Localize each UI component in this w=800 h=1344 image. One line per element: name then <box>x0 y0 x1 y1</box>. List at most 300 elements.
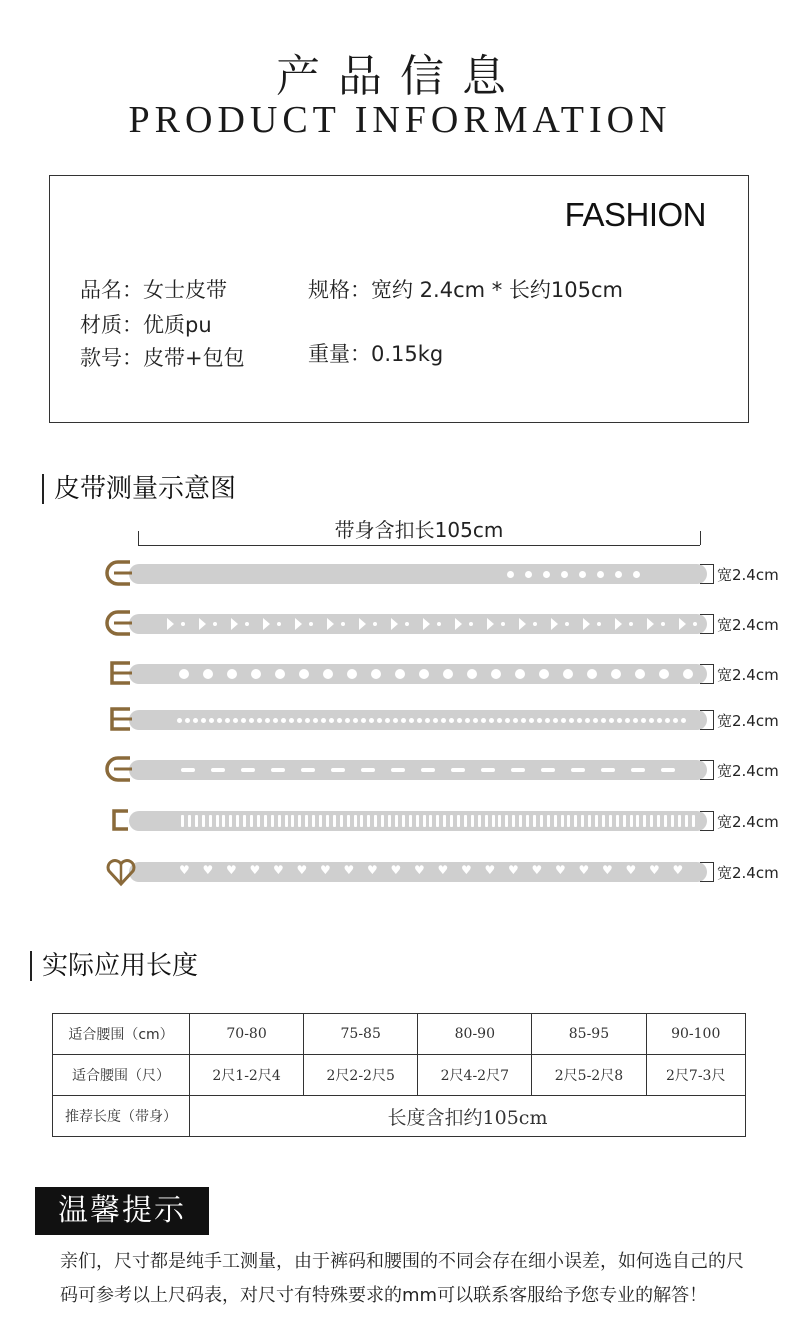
belt-hole <box>679 618 686 630</box>
fashion-label: FASHION <box>564 196 706 233</box>
belt-hole <box>203 669 213 679</box>
belt-hole <box>271 815 274 827</box>
belt-hole: ♥ <box>202 863 214 877</box>
belt-hole: ♥ <box>437 863 449 877</box>
belt-hole <box>367 815 370 827</box>
belt-6 <box>0 803 800 839</box>
belt-hole <box>541 768 555 772</box>
buckle-icon <box>104 753 138 791</box>
belt-hole <box>636 815 639 827</box>
belt-hole <box>298 815 301 827</box>
belt-hole <box>423 618 430 630</box>
belt-hole <box>583 618 590 630</box>
belt-hole <box>385 718 390 723</box>
belt-width-label: 宽2.4cm <box>717 813 779 831</box>
belt-hole <box>353 718 358 723</box>
belt-hole <box>416 815 419 827</box>
belt-hole <box>327 618 334 630</box>
belt-hole <box>567 815 570 827</box>
belt-hole: ♥ <box>179 863 190 877</box>
belt-hole <box>323 669 333 679</box>
belt-hole <box>216 815 219 827</box>
belt-hole <box>469 622 473 626</box>
belt-hole <box>547 815 550 827</box>
belt-hole <box>251 669 261 679</box>
belt-hole <box>393 718 398 723</box>
belt-hole: ♥ <box>625 863 637 877</box>
table-row <box>53 1014 746 1055</box>
belt-hole <box>659 669 669 679</box>
belt-hole <box>615 618 622 630</box>
belt-hole <box>273 718 278 723</box>
belt-hole <box>377 718 382 723</box>
belt-hole <box>309 622 313 626</box>
belt-hole <box>312 815 315 827</box>
belt-hole <box>213 622 217 626</box>
belt-hole <box>623 815 626 827</box>
belt-hole <box>635 669 645 679</box>
belt-hole <box>487 618 494 630</box>
belt-hole <box>181 815 184 827</box>
belt-hole <box>641 718 646 723</box>
belt-hole: ♥ <box>343 863 355 877</box>
belt-hole: ♥ <box>296 863 308 877</box>
belt-7 <box>0 854 800 890</box>
belt-hole <box>167 618 174 630</box>
belt-hole <box>361 768 375 772</box>
belt-hole <box>661 622 665 626</box>
belt-hole <box>512 815 515 827</box>
belt-hole <box>561 571 568 578</box>
belt-hole <box>615 571 622 578</box>
product-material: 材质：优质pu <box>80 313 212 337</box>
belt-hole <box>554 815 557 827</box>
belt-hole <box>257 718 262 723</box>
table-cell: 75-85 <box>304 1014 418 1055</box>
page-title-chinese: 产品信息 <box>276 51 524 102</box>
belt-hole <box>449 718 454 723</box>
belt-hole <box>481 718 486 723</box>
belt-5 <box>0 752 800 788</box>
belt-hole <box>489 718 494 723</box>
belt-hole <box>381 815 384 827</box>
belt-hole <box>657 718 662 723</box>
belt-hole <box>227 669 237 679</box>
belt-hole <box>569 718 574 723</box>
belt-strap <box>129 564 707 584</box>
belt-hole <box>647 618 654 630</box>
belt-hole <box>630 815 633 827</box>
belt-hole <box>609 718 614 723</box>
belt-hole <box>409 718 414 723</box>
belt-hole <box>202 815 205 827</box>
belt-hole: ♥ <box>414 863 425 877</box>
belt-hole <box>661 768 675 772</box>
belt-hole <box>354 815 357 827</box>
belt-hole <box>585 718 590 723</box>
belt-hole <box>181 622 185 626</box>
belt-hole <box>391 768 405 772</box>
buckle-icon <box>104 657 138 695</box>
product-style: 款号：皮带+包包 <box>80 346 245 370</box>
belt-hole <box>360 815 363 827</box>
belt-hole <box>457 815 460 827</box>
belt-hole <box>425 718 430 723</box>
belt-hole <box>561 718 566 723</box>
product-spec: 规格：宽约 2.4cm * 长约105cm <box>308 278 624 302</box>
belt-hole: ♥ <box>555 863 566 877</box>
belt-hole: ♥ <box>602 863 613 877</box>
belt-strap <box>129 811 707 831</box>
belt-hole <box>277 622 281 626</box>
belt-hole <box>478 815 481 827</box>
belt-3 <box>0 656 800 692</box>
belt-hole <box>665 718 670 723</box>
width-bracket <box>700 564 714 584</box>
belt-hole <box>337 718 342 723</box>
belt-hole <box>633 718 638 723</box>
width-bracket <box>700 862 714 882</box>
table-cell: 2尺2-2尺5 <box>304 1055 418 1096</box>
belt-hole <box>275 669 285 679</box>
row-label-length: 推荐长度（带身） <box>53 1096 190 1137</box>
belt-hole <box>551 618 558 630</box>
belt-hole <box>685 815 688 827</box>
belt-hole <box>681 718 686 723</box>
belt-hole <box>464 815 467 827</box>
belt-hole <box>678 815 681 827</box>
belt-hole <box>451 768 465 772</box>
belt-hole <box>563 669 573 679</box>
belt-hole <box>281 718 286 723</box>
belt-hole <box>515 669 525 679</box>
belt-hole <box>519 618 526 630</box>
belt-hole <box>278 815 281 827</box>
belt-hole <box>617 718 622 723</box>
length-dimension-line <box>138 545 700 546</box>
belt-hole <box>437 622 441 626</box>
belt-hole <box>391 618 398 630</box>
belt-hole <box>209 815 212 827</box>
belt-hole <box>193 718 198 723</box>
belt-hole <box>664 815 667 827</box>
belt-hole <box>305 718 310 723</box>
belt-hole <box>529 718 534 723</box>
belt-hole <box>443 669 453 679</box>
belt-hole <box>429 815 432 827</box>
buckle-icon <box>104 855 138 893</box>
belt-hole: ♥ <box>226 863 237 877</box>
dimension-tick-right <box>700 531 701 545</box>
belt-hole <box>657 815 660 827</box>
belt-strap <box>129 710 707 730</box>
belt-hole <box>249 718 254 723</box>
belt-hole <box>597 571 604 578</box>
belt-hole <box>539 669 549 679</box>
product-name: 品名：女士皮带 <box>80 278 227 302</box>
table-cell: 70-80 <box>190 1014 304 1055</box>
table-cell: 90-100 <box>646 1014 746 1055</box>
belt-hole <box>443 815 446 827</box>
belt-hole <box>505 718 510 723</box>
belt-hole <box>347 669 357 679</box>
belt-hole <box>245 622 249 626</box>
buckle-icon <box>104 703 138 741</box>
belt-hole <box>616 815 619 827</box>
belt-hole <box>321 718 326 723</box>
belt-hole <box>649 718 654 723</box>
belt-width-label: 宽2.4cm <box>717 616 779 634</box>
buckle-icon <box>104 607 138 645</box>
belt-hole <box>436 815 439 827</box>
belt-hole <box>388 815 391 827</box>
belt-hole <box>299 669 309 679</box>
belt-hole <box>265 718 270 723</box>
belt-strap <box>129 760 707 780</box>
row-label-waist-chi: 适合腰围（尺） <box>53 1055 190 1096</box>
belt-hole <box>233 718 238 723</box>
belt-hole <box>199 618 206 630</box>
belt-hole <box>683 669 693 679</box>
belt-hole <box>441 718 446 723</box>
belt-hole <box>347 815 350 827</box>
length-dimension-label: 带身含扣长105cm <box>334 518 504 542</box>
belt-hole: ♥ <box>531 863 543 877</box>
tips-text: 亲们，尺寸都是纯手工测量，由于裤码和腰围的不同会存在细小误差，如何选自己的尺码可参考以上尺码表，对尺寸有特殊要求的mm可以联系客服给予您专业的解答！ <box>60 1251 744 1306</box>
belt-width-label: 宽2.4cm <box>717 762 779 780</box>
belt-hole <box>519 815 522 827</box>
belt-hole <box>402 815 405 827</box>
belt-hole: ♥ <box>320 863 331 877</box>
belt-hole <box>271 768 285 772</box>
belt-hole <box>305 815 308 827</box>
belt-hole <box>650 815 653 827</box>
belt-hole <box>631 768 645 772</box>
belt-hole <box>177 718 182 723</box>
belt-hole <box>201 718 206 723</box>
belt-hole <box>625 718 630 723</box>
belt-hole <box>401 718 406 723</box>
belt-hole <box>473 718 478 723</box>
tips-title: 温馨提示 <box>35 1187 209 1235</box>
belt-hole <box>581 815 584 827</box>
belt-hole <box>553 718 558 723</box>
belt-hole <box>371 669 381 679</box>
belt-hole <box>421 768 435 772</box>
table-cell: 80-90 <box>418 1014 532 1055</box>
belt-hole: ♥ <box>367 863 378 877</box>
belt-hole <box>537 718 542 723</box>
belt-hole <box>195 815 198 827</box>
belt-strap <box>129 664 707 684</box>
page-title-english: PRODUCT INFORMATION <box>128 99 672 141</box>
belt-hole <box>369 718 374 723</box>
belt-hole <box>540 815 543 827</box>
belt-hole <box>263 618 270 630</box>
size-section-title: 实际应用长度 <box>30 951 198 981</box>
belt-hole <box>341 622 345 626</box>
belt-hole <box>498 815 501 827</box>
belt-hole <box>289 718 294 723</box>
belt-hole <box>409 815 412 827</box>
table-row <box>53 1055 746 1096</box>
belt-hole <box>179 669 189 679</box>
belt-hole: ♥ <box>649 863 660 877</box>
belt-hole <box>671 815 674 827</box>
belt-hole <box>673 718 678 723</box>
belt-hole <box>285 815 288 827</box>
belt-hole <box>693 622 697 626</box>
belt-strap <box>129 862 707 882</box>
belt-4 <box>0 702 800 738</box>
belt-hole <box>609 815 612 827</box>
belt-hole <box>481 768 495 772</box>
belt-hole <box>417 718 422 723</box>
width-bracket <box>700 664 714 684</box>
belt-hole: ♥ <box>578 863 590 877</box>
belt-hole <box>492 815 495 827</box>
product-weight: 重量：0.15kg <box>308 342 444 366</box>
product-info-box <box>49 175 749 423</box>
belt-hole <box>333 815 336 827</box>
belt-hole <box>629 622 633 626</box>
buckle-icon <box>104 804 138 842</box>
belt-hole <box>229 815 232 827</box>
belt-hole <box>465 718 470 723</box>
belt-hole <box>565 622 569 626</box>
belt-hole: ♥ <box>273 863 284 877</box>
belt-hole <box>497 718 502 723</box>
belt-hole: ♥ <box>484 863 496 877</box>
belt-hole <box>250 815 253 827</box>
belt-hole <box>222 815 225 827</box>
diagram-section-title: 皮带测量示意图 <box>42 474 236 504</box>
width-bracket <box>700 710 714 730</box>
belt-hole <box>545 718 550 723</box>
belt-hole <box>521 718 526 723</box>
belt-hole <box>577 718 582 723</box>
row-label-waist-cm: 适合腰围（cm） <box>53 1014 190 1055</box>
belt-hole <box>505 815 508 827</box>
belt-hole <box>587 669 597 679</box>
belt-hole <box>574 815 577 827</box>
belt-hole <box>241 718 246 723</box>
table-row <box>53 1096 746 1137</box>
belt-hole <box>526 815 529 827</box>
belt-hole <box>241 768 255 772</box>
belt-hole <box>181 768 195 772</box>
belt-hole <box>595 815 598 827</box>
belt-hole <box>243 815 246 827</box>
belt-hole <box>373 622 377 626</box>
belt-hole <box>525 571 532 578</box>
belt-hole <box>374 815 377 827</box>
belt-hole <box>692 815 695 827</box>
width-bracket <box>700 811 714 831</box>
width-bracket <box>700 760 714 780</box>
belt-hole <box>501 622 505 626</box>
belt-hole <box>533 815 536 827</box>
belt-hole <box>236 815 239 827</box>
belt-width-label: 宽2.4cm <box>717 712 779 730</box>
belt-hole <box>533 622 537 626</box>
belt-hole <box>579 571 586 578</box>
belt-hole <box>593 718 598 723</box>
belt-hole <box>313 718 318 723</box>
belt-hole <box>209 718 214 723</box>
belt-hole <box>295 618 302 630</box>
belt-hole <box>511 768 525 772</box>
belt-hole <box>225 718 230 723</box>
belt-hole <box>597 622 601 626</box>
belt-width-label: 宽2.4cm <box>717 864 779 882</box>
belt-hole <box>561 815 564 827</box>
belt-hole <box>513 718 518 723</box>
belt-hole: ♥ <box>461 863 472 877</box>
width-bracket <box>700 614 714 634</box>
belt-hole <box>231 618 238 630</box>
belt-hole <box>361 718 366 723</box>
belt-hole <box>450 815 453 827</box>
belt-hole <box>291 815 294 827</box>
belt-width-label: 宽2.4cm <box>717 666 779 684</box>
belt-hole <box>319 815 322 827</box>
belt-hole <box>543 571 550 578</box>
belt-hole <box>340 815 343 827</box>
belt-hole <box>491 669 501 679</box>
belt-hole <box>345 718 350 723</box>
table-cell: 2尺5-2尺8 <box>532 1055 646 1096</box>
belt-hole <box>485 815 488 827</box>
belt-hole <box>611 669 621 679</box>
belt-hole <box>471 815 474 827</box>
belt-hole <box>419 669 429 679</box>
belt-hole <box>359 618 366 630</box>
belt-hole <box>405 622 409 626</box>
belt-hole <box>601 768 615 772</box>
belt-hole <box>297 718 302 723</box>
belt-1 <box>0 556 800 592</box>
belt-hole <box>571 768 585 772</box>
belt-hole <box>588 815 591 827</box>
dimension-tick-left <box>138 531 139 545</box>
belt-hole <box>264 815 267 827</box>
belt-hole <box>395 815 398 827</box>
size-table <box>52 1013 746 1137</box>
belt-hole: ♥ <box>672 863 684 877</box>
buckle-icon <box>104 557 138 595</box>
belt-hole <box>457 718 462 723</box>
belt-hole <box>217 718 222 723</box>
belt-hole <box>331 768 345 772</box>
belt-hole: ♥ <box>508 863 519 877</box>
belt-hole <box>329 718 334 723</box>
belt-hole <box>602 815 605 827</box>
belt-hole <box>633 571 640 578</box>
belt-hole <box>643 815 646 827</box>
belt-hole <box>423 815 426 827</box>
belt-width-label: 宽2.4cm <box>717 566 779 584</box>
belt-hole <box>257 815 260 827</box>
belt-hole <box>467 669 477 679</box>
table-cell-length: 长度含扣约105cm <box>190 1096 746 1137</box>
belt-hole <box>433 718 438 723</box>
belt-hole <box>188 815 191 827</box>
belt-hole <box>601 718 606 723</box>
belt-hole <box>395 669 405 679</box>
belt-hole <box>211 768 225 772</box>
belt-2 <box>0 606 800 642</box>
